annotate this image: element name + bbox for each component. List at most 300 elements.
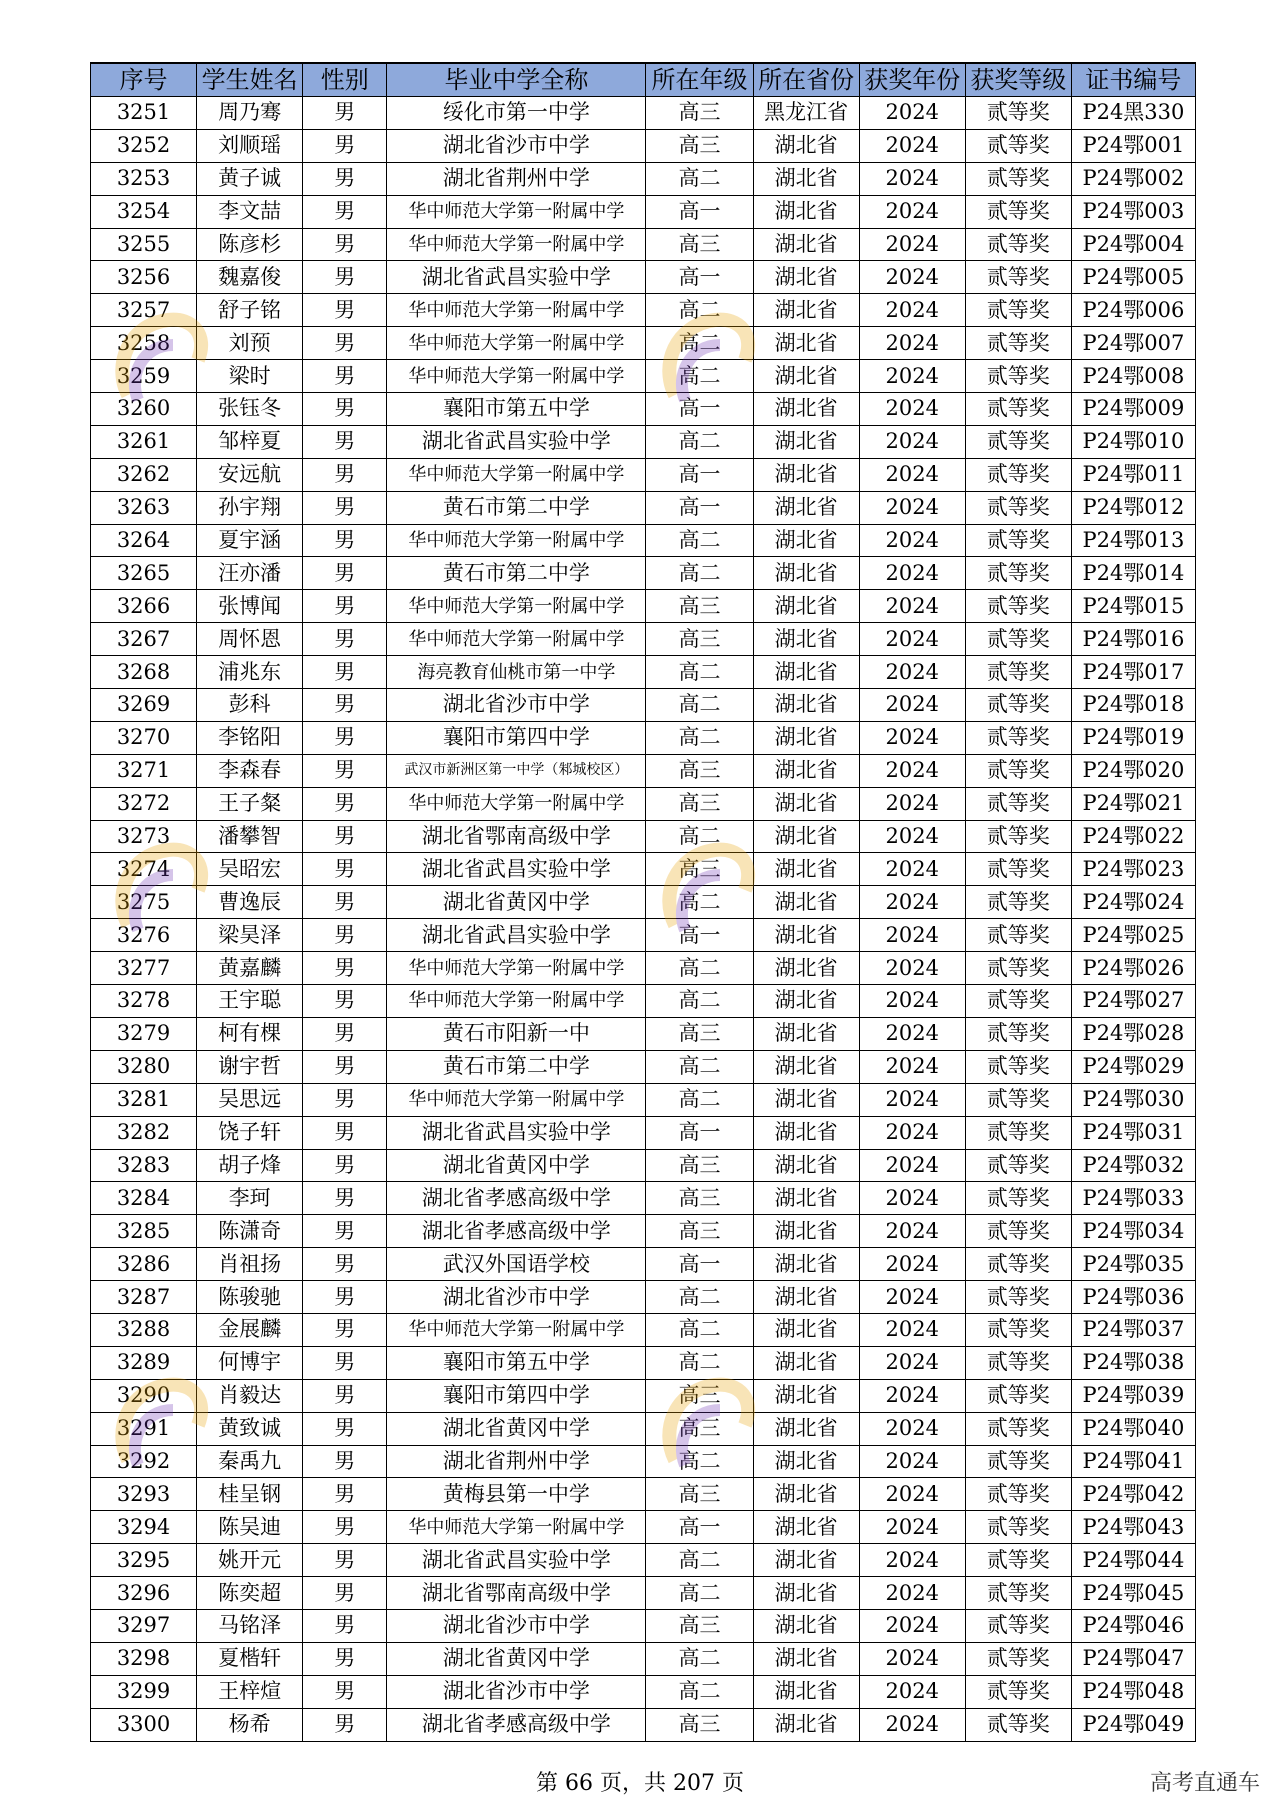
serial-cell: 3258 xyxy=(91,327,197,360)
grade-cell: 高三 xyxy=(646,787,753,820)
grade-cell: 高一 xyxy=(646,195,753,228)
school-cell: 湖北省武昌实验中学 xyxy=(387,853,646,886)
year-cell: 2024 xyxy=(859,228,965,261)
level-cell: 贰等奖 xyxy=(965,425,1071,458)
level-cell: 贰等奖 xyxy=(965,557,1071,590)
table-body xyxy=(91,97,1196,1742)
serial-cell: 3291 xyxy=(91,1412,197,1445)
province-cell: 湖北省 xyxy=(753,1478,859,1511)
province-cell: 湖北省 xyxy=(753,1182,859,1215)
level-cell: 贰等奖 xyxy=(965,1577,1071,1610)
table-row xyxy=(91,1017,1196,1050)
table-row xyxy=(91,1609,1196,1642)
grade-cell: 高一 xyxy=(646,1248,753,1281)
table-row xyxy=(91,1412,1196,1445)
column-header: 所在年级 xyxy=(646,63,753,97)
year-cell: 2024 xyxy=(859,294,965,327)
name-cell: 陈潇奇 xyxy=(197,1215,303,1248)
cert-cell: P24鄂028 xyxy=(1071,1017,1195,1050)
grade-cell: 高二 xyxy=(646,1577,753,1610)
serial-cell: 3269 xyxy=(91,689,197,722)
grade-cell: 高二 xyxy=(646,1675,753,1708)
year-cell: 2024 xyxy=(859,1313,965,1346)
serial-cell: 3292 xyxy=(91,1445,197,1478)
serial-cell: 3260 xyxy=(91,393,197,426)
table-row xyxy=(91,656,1196,689)
table-row xyxy=(91,1116,1196,1149)
level-cell: 贰等奖 xyxy=(965,590,1071,623)
province-cell: 黑龙江省 xyxy=(753,97,859,130)
province-cell: 湖北省 xyxy=(753,919,859,952)
gender-cell: 男 xyxy=(303,294,387,327)
province-cell: 湖北省 xyxy=(753,1445,859,1478)
province-cell: 湖北省 xyxy=(753,820,859,853)
school-cell: 华中师范大学第一附属中学 xyxy=(387,458,646,491)
table-row xyxy=(91,1050,1196,1083)
name-cell: 黄致诚 xyxy=(197,1412,303,1445)
province-cell: 湖北省 xyxy=(753,261,859,294)
province-cell: 湖北省 xyxy=(753,1017,859,1050)
serial-cell: 3259 xyxy=(91,360,197,393)
grade-cell: 高二 xyxy=(646,689,753,722)
cert-cell: P24鄂045 xyxy=(1071,1577,1195,1610)
cert-cell: P24鄂035 xyxy=(1071,1248,1195,1281)
grade-cell: 高二 xyxy=(646,1083,753,1116)
year-cell: 2024 xyxy=(859,1642,965,1675)
school-cell: 武汉外国语学校 xyxy=(387,1248,646,1281)
table-row xyxy=(91,129,1196,162)
year-cell: 2024 xyxy=(859,1017,965,1050)
serial-cell: 3281 xyxy=(91,1083,197,1116)
table-row xyxy=(91,623,1196,656)
name-cell: 邹梓夏 xyxy=(197,425,303,458)
year-cell: 2024 xyxy=(859,524,965,557)
name-cell: 桂呈钢 xyxy=(197,1478,303,1511)
level-cell: 贰等奖 xyxy=(965,162,1071,195)
gender-cell: 男 xyxy=(303,590,387,623)
cert-cell: P24鄂018 xyxy=(1071,689,1195,722)
school-cell: 湖北省沙市中学 xyxy=(387,1609,646,1642)
school-cell: 华中师范大学第一附属中学 xyxy=(387,195,646,228)
gender-cell: 男 xyxy=(303,360,387,393)
school-cell: 华中师范大学第一附属中学 xyxy=(387,952,646,985)
year-cell: 2024 xyxy=(859,820,965,853)
cert-cell: P24鄂019 xyxy=(1071,721,1195,754)
school-cell: 湖北省沙市中学 xyxy=(387,689,646,722)
grade-cell: 高二 xyxy=(646,1281,753,1314)
serial-cell: 3286 xyxy=(91,1248,197,1281)
province-cell: 湖北省 xyxy=(753,1050,859,1083)
year-cell: 2024 xyxy=(859,129,965,162)
year-cell: 2024 xyxy=(859,886,965,919)
cert-cell: P24鄂015 xyxy=(1071,590,1195,623)
table-row xyxy=(91,557,1196,590)
serial-cell: 3276 xyxy=(91,919,197,952)
table-row xyxy=(91,228,1196,261)
school-cell: 华中师范大学第一附属中学 xyxy=(387,294,646,327)
school-cell: 湖北省武昌实验中学 xyxy=(387,1544,646,1577)
gender-cell: 男 xyxy=(303,1215,387,1248)
province-cell: 湖北省 xyxy=(753,1412,859,1445)
province-cell: 湖北省 xyxy=(753,228,859,261)
province-cell: 湖北省 xyxy=(753,162,859,195)
school-cell: 华中师范大学第一附属中学 xyxy=(387,590,646,623)
cert-cell: P24鄂027 xyxy=(1071,985,1195,1018)
table-row xyxy=(91,952,1196,985)
year-cell: 2024 xyxy=(859,327,965,360)
year-cell: 2024 xyxy=(859,1248,965,1281)
gender-cell: 男 xyxy=(303,1708,387,1741)
serial-cell: 3285 xyxy=(91,1215,197,1248)
grade-cell: 高一 xyxy=(646,1511,753,1544)
year-cell: 2024 xyxy=(859,1215,965,1248)
province-cell: 湖北省 xyxy=(753,656,859,689)
cert-cell: P24鄂041 xyxy=(1071,1445,1195,1478)
table-row xyxy=(91,1346,1196,1379)
province-cell: 湖北省 xyxy=(753,853,859,886)
gender-cell: 男 xyxy=(303,1281,387,1314)
province-cell: 湖北省 xyxy=(753,1708,859,1741)
name-cell: 金展麟 xyxy=(197,1313,303,1346)
level-cell: 贰等奖 xyxy=(965,1281,1071,1314)
name-cell: 陈奕超 xyxy=(197,1577,303,1610)
serial-cell: 3264 xyxy=(91,524,197,557)
grade-cell: 高三 xyxy=(646,590,753,623)
school-cell: 湖北省孝感高级中学 xyxy=(387,1215,646,1248)
cert-cell: P24鄂024 xyxy=(1071,886,1195,919)
school-cell: 黄石市第二中学 xyxy=(387,491,646,524)
page-number: 第 66 页，共 207 页 xyxy=(536,1771,744,1796)
cert-cell: P24鄂040 xyxy=(1071,1412,1195,1445)
province-cell: 湖北省 xyxy=(753,195,859,228)
school-cell: 湖北省黄冈中学 xyxy=(387,1149,646,1182)
grade-cell: 高一 xyxy=(646,393,753,426)
level-cell: 贰等奖 xyxy=(965,721,1071,754)
cert-cell: P24鄂032 xyxy=(1071,1149,1195,1182)
grade-cell: 高三 xyxy=(646,1379,753,1412)
grade-cell: 高三 xyxy=(646,1149,753,1182)
province-cell: 湖北省 xyxy=(753,1544,859,1577)
gender-cell: 男 xyxy=(303,1478,387,1511)
level-cell: 贰等奖 xyxy=(965,820,1071,853)
year-cell: 2024 xyxy=(859,590,965,623)
column-header: 序号 xyxy=(91,63,197,97)
year-cell: 2024 xyxy=(859,458,965,491)
name-cell: 汪亦潘 xyxy=(197,557,303,590)
school-cell: 湖北省武昌实验中学 xyxy=(387,1116,646,1149)
level-cell: 贰等奖 xyxy=(965,1050,1071,1083)
table-row xyxy=(91,425,1196,458)
school-cell: 襄阳市第五中学 xyxy=(387,393,646,426)
gender-cell: 男 xyxy=(303,228,387,261)
serial-cell: 3290 xyxy=(91,1379,197,1412)
table-row xyxy=(91,1708,1196,1741)
grade-cell: 高三 xyxy=(646,228,753,261)
name-cell: 陈骏驰 xyxy=(197,1281,303,1314)
column-header: 获奖等级 xyxy=(965,63,1071,97)
gender-cell: 男 xyxy=(303,952,387,985)
school-cell: 黄石市第二中学 xyxy=(387,557,646,590)
cert-cell: P24鄂036 xyxy=(1071,1281,1195,1314)
serial-cell: 3287 xyxy=(91,1281,197,1314)
cert-cell: P24鄂039 xyxy=(1071,1379,1195,1412)
table-row xyxy=(91,393,1196,426)
school-cell: 华中师范大学第一附属中学 xyxy=(387,524,646,557)
level-cell: 贰等奖 xyxy=(965,1609,1071,1642)
cert-cell: P24鄂025 xyxy=(1071,919,1195,952)
year-cell: 2024 xyxy=(859,1050,965,1083)
gender-cell: 男 xyxy=(303,524,387,557)
cert-cell: P24黑330 xyxy=(1071,97,1195,130)
cert-cell: P24鄂044 xyxy=(1071,1544,1195,1577)
gender-cell: 男 xyxy=(303,1511,387,1544)
cert-cell: P24鄂014 xyxy=(1071,557,1195,590)
grade-cell: 高二 xyxy=(646,1445,753,1478)
province-cell: 湖北省 xyxy=(753,754,859,787)
level-cell: 贰等奖 xyxy=(965,623,1071,656)
table-row xyxy=(91,261,1196,294)
cert-cell: P24鄂038 xyxy=(1071,1346,1195,1379)
province-cell: 湖北省 xyxy=(753,787,859,820)
gender-cell: 男 xyxy=(303,1017,387,1050)
serial-cell: 3268 xyxy=(91,656,197,689)
level-cell: 贰等奖 xyxy=(965,787,1071,820)
school-cell: 华中师范大学第一附属中学 xyxy=(387,787,646,820)
level-cell: 贰等奖 xyxy=(965,1675,1071,1708)
cert-cell: P24鄂033 xyxy=(1071,1182,1195,1215)
gender-cell: 男 xyxy=(303,985,387,1018)
table-row xyxy=(91,1511,1196,1544)
name-cell: 谢宇哲 xyxy=(197,1050,303,1083)
table-row xyxy=(91,1642,1196,1675)
table-row xyxy=(91,1544,1196,1577)
province-cell: 湖北省 xyxy=(753,886,859,919)
gender-cell: 男 xyxy=(303,1149,387,1182)
gender-cell: 男 xyxy=(303,1577,387,1610)
province-cell: 湖北省 xyxy=(753,952,859,985)
name-cell: 梁昊泽 xyxy=(197,919,303,952)
year-cell: 2024 xyxy=(859,1116,965,1149)
school-cell: 华中师范大学第一附属中学 xyxy=(387,228,646,261)
cert-cell: P24鄂023 xyxy=(1071,853,1195,886)
award-table xyxy=(90,62,1196,1742)
level-cell: 贰等奖 xyxy=(965,261,1071,294)
table-header-row xyxy=(91,63,1196,97)
gender-cell: 男 xyxy=(303,1346,387,1379)
table-row xyxy=(91,294,1196,327)
province-cell: 湖北省 xyxy=(753,1609,859,1642)
province-cell: 湖北省 xyxy=(753,1083,859,1116)
name-cell: 王宇聪 xyxy=(197,985,303,1018)
level-cell: 贰等奖 xyxy=(965,97,1071,130)
name-cell: 孙宇翔 xyxy=(197,491,303,524)
name-cell: 舒子铭 xyxy=(197,294,303,327)
serial-cell: 3296 xyxy=(91,1577,197,1610)
level-cell: 贰等奖 xyxy=(965,1017,1071,1050)
grade-cell: 高二 xyxy=(646,1050,753,1083)
cert-cell: P24鄂010 xyxy=(1071,425,1195,458)
name-cell: 陈彦杉 xyxy=(197,228,303,261)
brand-label: 高考直通车 xyxy=(1149,1771,1260,1796)
cert-cell: P24鄂043 xyxy=(1071,1511,1195,1544)
serial-cell: 3300 xyxy=(91,1708,197,1741)
table-row xyxy=(91,195,1196,228)
school-cell: 武汉市新洲区第一中学（邾城校区） xyxy=(387,754,646,787)
school-cell: 绥化市第一中学 xyxy=(387,97,646,130)
gender-cell: 男 xyxy=(303,754,387,787)
level-cell: 贰等奖 xyxy=(965,919,1071,952)
province-cell: 湖北省 xyxy=(753,1116,859,1149)
name-cell: 李铭阳 xyxy=(197,721,303,754)
table-row xyxy=(91,820,1196,853)
cert-cell: P24鄂008 xyxy=(1071,360,1195,393)
level-cell: 贰等奖 xyxy=(965,1642,1071,1675)
name-cell: 陈吴迪 xyxy=(197,1511,303,1544)
name-cell: 曹逸辰 xyxy=(197,886,303,919)
level-cell: 贰等奖 xyxy=(965,491,1071,524)
name-cell: 李珂 xyxy=(197,1182,303,1215)
level-cell: 贰等奖 xyxy=(965,656,1071,689)
serial-cell: 3284 xyxy=(91,1182,197,1215)
year-cell: 2024 xyxy=(859,689,965,722)
school-cell: 华中师范大学第一附属中学 xyxy=(387,327,646,360)
year-cell: 2024 xyxy=(859,853,965,886)
serial-cell: 3256 xyxy=(91,261,197,294)
cert-cell: P24鄂011 xyxy=(1071,458,1195,491)
level-cell: 贰等奖 xyxy=(965,1708,1071,1741)
year-cell: 2024 xyxy=(859,1281,965,1314)
year-cell: 2024 xyxy=(859,1412,965,1445)
school-cell: 襄阳市第五中学 xyxy=(387,1346,646,1379)
table-row xyxy=(91,327,1196,360)
level-cell: 贰等奖 xyxy=(965,1149,1071,1182)
name-cell: 胡子烽 xyxy=(197,1149,303,1182)
school-cell: 湖北省沙市中学 xyxy=(387,129,646,162)
grade-cell: 高三 xyxy=(646,1478,753,1511)
year-cell: 2024 xyxy=(859,754,965,787)
name-cell: 魏嘉俊 xyxy=(197,261,303,294)
grade-cell: 高三 xyxy=(646,853,753,886)
serial-cell: 3263 xyxy=(91,491,197,524)
serial-cell: 3262 xyxy=(91,458,197,491)
gender-cell: 男 xyxy=(303,721,387,754)
grade-cell: 高二 xyxy=(646,294,753,327)
school-cell: 湖北省鄂南高级中学 xyxy=(387,820,646,853)
level-cell: 贰等奖 xyxy=(965,1445,1071,1478)
grade-cell: 高二 xyxy=(646,1642,753,1675)
gender-cell: 男 xyxy=(303,425,387,458)
province-cell: 湖北省 xyxy=(753,393,859,426)
gender-cell: 男 xyxy=(303,1116,387,1149)
province-cell: 湖北省 xyxy=(753,985,859,1018)
gender-cell: 男 xyxy=(303,1248,387,1281)
serial-cell: 3293 xyxy=(91,1478,197,1511)
cert-cell: P24鄂016 xyxy=(1071,623,1195,656)
serial-cell: 3254 xyxy=(91,195,197,228)
name-cell: 肖毅达 xyxy=(197,1379,303,1412)
level-cell: 贰等奖 xyxy=(965,327,1071,360)
grade-cell: 高二 xyxy=(646,985,753,1018)
cert-cell: P24鄂031 xyxy=(1071,1116,1195,1149)
name-cell: 吴昭宏 xyxy=(197,853,303,886)
grade-cell: 高三 xyxy=(646,623,753,656)
level-cell: 贰等奖 xyxy=(965,195,1071,228)
province-cell: 湖北省 xyxy=(753,129,859,162)
school-cell: 湖北省武昌实验中学 xyxy=(387,919,646,952)
name-cell: 夏楷轩 xyxy=(197,1642,303,1675)
year-cell: 2024 xyxy=(859,1346,965,1379)
gender-cell: 男 xyxy=(303,820,387,853)
serial-cell: 3295 xyxy=(91,1544,197,1577)
province-cell: 湖北省 xyxy=(753,491,859,524)
name-cell: 张博闻 xyxy=(197,590,303,623)
year-cell: 2024 xyxy=(859,919,965,952)
year-cell: 2024 xyxy=(859,1609,965,1642)
cert-cell: P24鄂017 xyxy=(1071,656,1195,689)
province-cell: 湖北省 xyxy=(753,557,859,590)
year-cell: 2024 xyxy=(859,491,965,524)
serial-cell: 3280 xyxy=(91,1050,197,1083)
level-cell: 贰等奖 xyxy=(965,294,1071,327)
table-row xyxy=(91,97,1196,130)
grade-cell: 高二 xyxy=(646,1313,753,1346)
grade-cell: 高二 xyxy=(646,1346,753,1379)
year-cell: 2024 xyxy=(859,1149,965,1182)
name-cell: 肖祖扬 xyxy=(197,1248,303,1281)
school-cell: 黄梅县第一中学 xyxy=(387,1478,646,1511)
level-cell: 贰等奖 xyxy=(965,1412,1071,1445)
column-header: 学生姓名 xyxy=(197,63,303,97)
name-cell: 安远航 xyxy=(197,458,303,491)
serial-cell: 3298 xyxy=(91,1642,197,1675)
gender-cell: 男 xyxy=(303,623,387,656)
level-cell: 贰等奖 xyxy=(965,458,1071,491)
table-row xyxy=(91,1083,1196,1116)
school-cell: 湖北省武昌实验中学 xyxy=(387,425,646,458)
serial-cell: 3273 xyxy=(91,820,197,853)
name-cell: 黄嘉麟 xyxy=(197,952,303,985)
school-cell: 湖北省孝感高级中学 xyxy=(387,1182,646,1215)
gender-cell: 男 xyxy=(303,393,387,426)
province-cell: 湖北省 xyxy=(753,1642,859,1675)
name-cell: 王梓煊 xyxy=(197,1675,303,1708)
serial-cell: 3271 xyxy=(91,754,197,787)
name-cell: 浦兆东 xyxy=(197,656,303,689)
name-cell: 张钰冬 xyxy=(197,393,303,426)
gender-cell: 男 xyxy=(303,1609,387,1642)
table-row xyxy=(91,1675,1196,1708)
year-cell: 2024 xyxy=(859,656,965,689)
grade-cell: 高三 xyxy=(646,1412,753,1445)
province-cell: 湖北省 xyxy=(753,1379,859,1412)
serial-cell: 3279 xyxy=(91,1017,197,1050)
cert-cell: P24鄂004 xyxy=(1071,228,1195,261)
province-cell: 湖北省 xyxy=(753,1346,859,1379)
table-row xyxy=(91,1445,1196,1478)
table-row xyxy=(91,524,1196,557)
name-cell: 马铭泽 xyxy=(197,1609,303,1642)
level-cell: 贰等奖 xyxy=(965,393,1071,426)
gender-cell: 男 xyxy=(303,1313,387,1346)
name-cell: 柯有棵 xyxy=(197,1017,303,1050)
gender-cell: 男 xyxy=(303,853,387,886)
cert-cell: P24鄂021 xyxy=(1071,787,1195,820)
province-cell: 湖北省 xyxy=(753,294,859,327)
year-cell: 2024 xyxy=(859,952,965,985)
gender-cell: 男 xyxy=(303,491,387,524)
name-cell: 夏宇涵 xyxy=(197,524,303,557)
year-cell: 2024 xyxy=(859,1675,965,1708)
